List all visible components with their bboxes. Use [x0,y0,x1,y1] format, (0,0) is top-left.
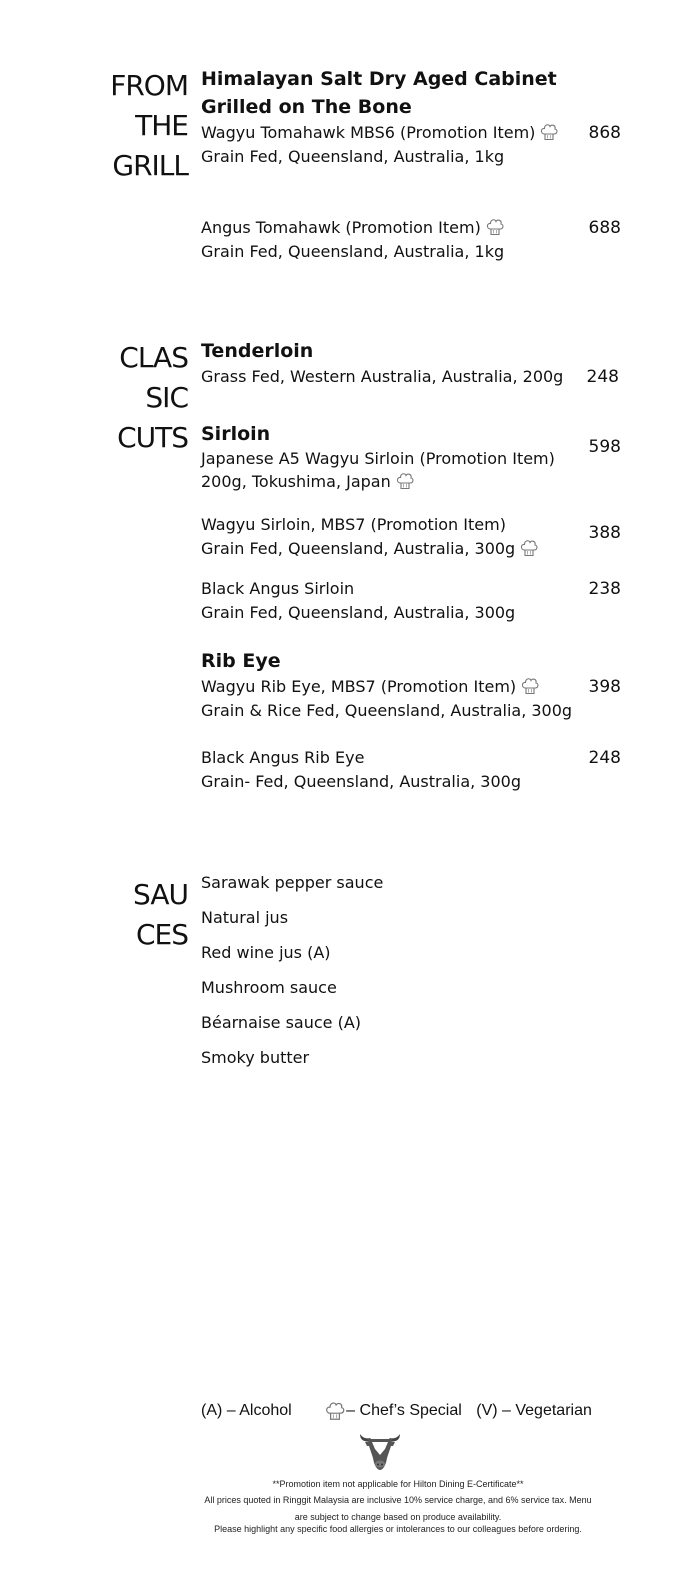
footer-allergy-note: Please highlight any specific food allergies or intolerances to our colleagues before ordering. [214,1524,582,1534]
menu-item-price: 688 [588,218,621,238]
sauce-item: Béarnaise sauce (A) [201,1013,362,1032]
bull-head-icon [357,1428,403,1472]
sirloin-heading: Sirloin [201,423,271,445]
menu-item-price: 248 [586,367,619,387]
tenderloin-heading: Tenderloin [201,340,314,362]
item-detail-text: 200g, Tokushima, Japan [201,472,391,491]
legend-vegetarian: (V) – Vegetarian [476,1402,592,1419]
menu-item-price: 868 [588,123,621,143]
menu-item-detail: Grain & Rice Fed, Queensland, Australia, 300g [201,701,573,720]
menu-item-detail [201,537,539,561]
menu-item-name: Wagyu Sirloin, MBS7 (Promotion Item) [201,515,506,534]
menu-item-detail [201,470,415,494]
footer-prices-note-1: All prices quoted in Ringgit Malaysia are inclusive 10% service charge, and 6% service tax. Menu [204,1495,592,1505]
menu-item-detail: Grain Fed, Queensland, Australia, 300g [201,603,516,622]
section-title-line: THE [135,109,188,142]
menu-item-price: 238 [588,579,621,599]
menu-item-price: 598 [588,437,621,457]
menu-item-name: Black Angus Rib Eye [201,748,365,767]
sauce-item: Smoky butter [201,1048,310,1067]
item-name-text: Angus Tomahawk (Promotion Item) [201,218,481,237]
menu-item-name: Japanese A5 Wagyu Sirloin (Promotion Item) [201,449,555,468]
section-title-line: GRILL [112,149,188,182]
menu-item-detail: Grain Fed, Queensland, Australia, 1kg [201,147,505,166]
chef-hat-icon [539,122,559,142]
section-title-line: FROM [110,69,188,102]
item-name-text: Wagyu Tomahawk MBS6 (Promotion Item) [201,123,536,142]
menu-item-name: Grass Fed, Western Australia, Australia, 200g [201,367,564,386]
legend-chef-special: – Chef’s Special [346,1402,462,1419]
section-title-line: SAU [133,878,188,911]
menu-item-name [201,675,540,699]
section-title-from-the-grill [110,66,188,186]
sauce-item: Sarawak pepper sauce [201,873,384,892]
legend [201,1400,592,1422]
chef-hat-icon [519,538,539,558]
chef-hat-icon [485,217,505,237]
menu-item-name [201,216,505,240]
grill-heading-line-2: Grilled on The Bone [201,96,412,118]
menu-item-price: 398 [588,677,621,697]
footer-promotion-note: **Promotion item not applicable for Hilton Dining E-Certificate** [272,1479,524,1489]
section-title-classic-cuts [117,338,188,458]
section-title-line: CUTS [117,421,188,454]
legend-alcohol: (A) – Alcohol [201,1402,292,1419]
item-detail-text: Grain Fed, Queensland, Australia, 300g [201,539,516,558]
footer-prices-note-2: are subject to change based on produce availability. [294,1512,502,1522]
chef-hat-icon [324,1400,346,1422]
section-title-line: SIC [145,381,188,414]
menu-item-detail: Grain- Fed, Queensland, Australia, 300g [201,772,521,791]
chef-hat-icon [520,676,540,696]
sauce-item: Mushroom sauce [201,978,337,997]
menu-item-name: Black Angus Sirloin [201,579,355,598]
chef-hat-icon [395,471,415,491]
rib-eye-heading: Rib Eye [201,650,281,672]
section-title-line: CES [135,918,188,951]
menu-item-price: 248 [588,748,621,768]
sauce-item: Natural jus [201,908,289,927]
grill-heading-line-1: Himalayan Salt Dry Aged Cabinet [201,68,557,90]
menu-item-detail: Grain Fed, Queensland, Australia, 1kg [201,242,505,261]
menu-item-name [201,121,559,145]
sauce-item: Red wine jus (A) [201,943,331,962]
menu-item-price: 388 [588,523,621,543]
item-name-text: Wagyu Rib Eye, MBS7 (Promotion Item) [201,677,517,696]
section-title-sauces [133,875,188,955]
section-title-line: CLAS [119,341,188,374]
